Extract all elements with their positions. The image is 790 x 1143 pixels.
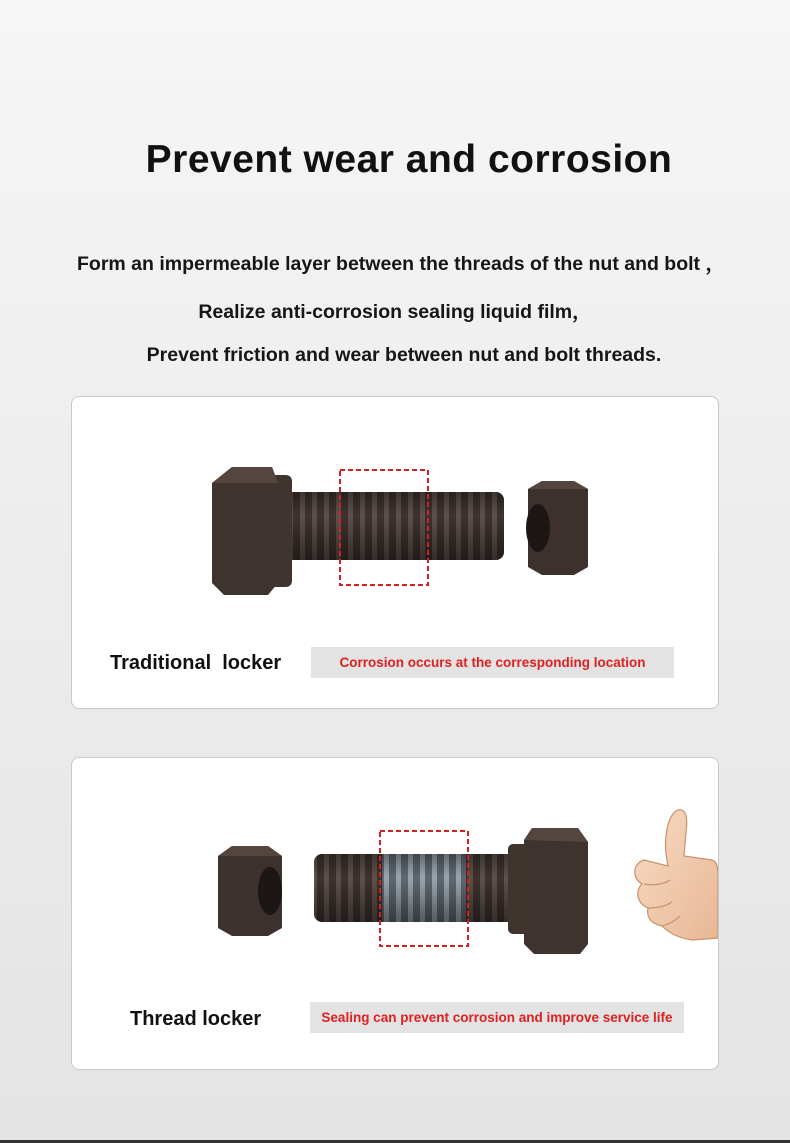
- corrosion-note: Corrosion occurs at the corresponding location: [311, 647, 674, 678]
- sealing-note: Sealing can prevent corrosion and improve service life: [310, 1002, 684, 1033]
- description-line-2: Realize anti-corrosion sealing liquid film，: [198, 301, 592, 323]
- traditional-locker-card: [71, 396, 719, 709]
- nut-icon: [218, 846, 282, 936]
- description-line-3: Prevent friction and wear between nut and bolt threads.: [146, 344, 662, 366]
- description-line-1: Form an impermeable layer between the threads of the nut and bolt ，: [77, 253, 725, 275]
- thread-locker-card: [71, 757, 719, 1070]
- thread-locker-label: Thread locker: [130, 1008, 262, 1030]
- bolt-icon: [212, 467, 504, 595]
- page-title: Prevent wear and corrosion: [145, 138, 673, 181]
- bolt-icon: [314, 828, 588, 954]
- thumbs-up-icon: [635, 810, 718, 940]
- traditional-locker-label: Traditional locker: [110, 652, 282, 674]
- nut-icon: [526, 481, 588, 575]
